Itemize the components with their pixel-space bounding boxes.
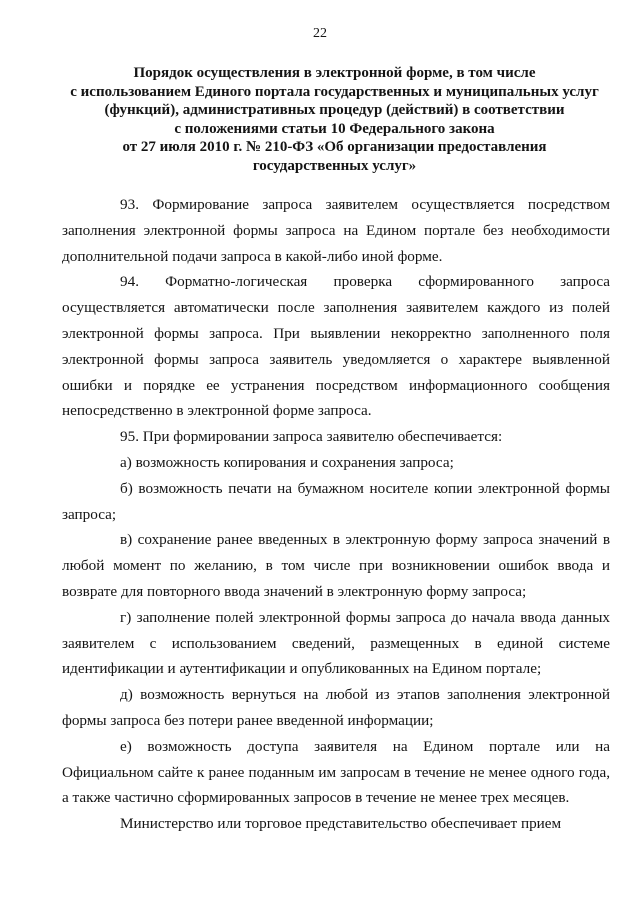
list-item-e: е) возможность доступа заявителя на Едином портале или на Официальном сайте к ранее поданным им запросам в течение не менее одного года, а также частично сформированных запросов в течение не менее трех месяцев. <box>62 737 610 807</box>
list-item-g: г) заполнение полей электронной формы запроса до начала ввода данных заявителем с использованием сведений, размещенных в единой системе идентификации и аутентификации и опубликованных на Едином портале; <box>62 608 610 678</box>
list-item-v: в) сохранение ранее введенных в электронную форму запроса значений в любой момент по желанию, в том числе при возникновении ошибок ввода и возврате для повторного ввода значений в электронную форму запроса; <box>62 531 610 600</box>
list-item-b: б) возможность печати на бумажном носителе копии электронной формы запроса; <box>62 479 610 523</box>
heading-line: с использованием Единого портала государственных и муниципальных услуг <box>70 83 599 100</box>
heading-line: с положениями статьи 10 Федерального закона <box>174 120 495 137</box>
heading-line: (функций), административных процедур (действий) в соответствии <box>104 102 565 119</box>
list-item-d: д) возможность вернуться на любой из этапов заполнения электронной формы запроса без потери ранее введенной информации; <box>62 686 610 729</box>
page-number: 22 <box>313 26 327 41</box>
heading-line: государственных услуг» <box>252 157 417 174</box>
heading-line: от 27 июля 2010 г. № 210-ФЗ «Об организации предоставления <box>122 139 547 156</box>
paragraph-95: 95. При формировании запроса заявителю обеспечивается: <box>120 428 503 446</box>
paragraph-94: 94. Форматно-логическая проверка сформированного запроса осуществляется автоматически после заполнения заявителем каждого из полей электронной формы запроса. При выявлении некорректно заполненного поля электронной формы запроса заявитель уведомляется о характере выявленной ошибки и порядке ее устранения посредством информационного сообщения непосредственно в электронной форме запроса. <box>62 273 610 420</box>
heading-line: Порядок осуществления в электронной форме, в том числе <box>133 65 536 81</box>
paragraph-ministry: Министерство или торговое представительство обеспечивает прием <box>120 815 562 833</box>
section-heading <box>62 64 607 176</box>
paragraph-93: 93. Формирование запроса заявителем осуществляется посредством заполнения электронной формы запроса на Едином портале без необходимости дополнительной подачи запроса в какой-либо иной форме. <box>62 196 610 265</box>
document-body <box>62 192 610 837</box>
list-item-a: а) возможность копирования и сохранения запроса; <box>120 453 454 471</box>
